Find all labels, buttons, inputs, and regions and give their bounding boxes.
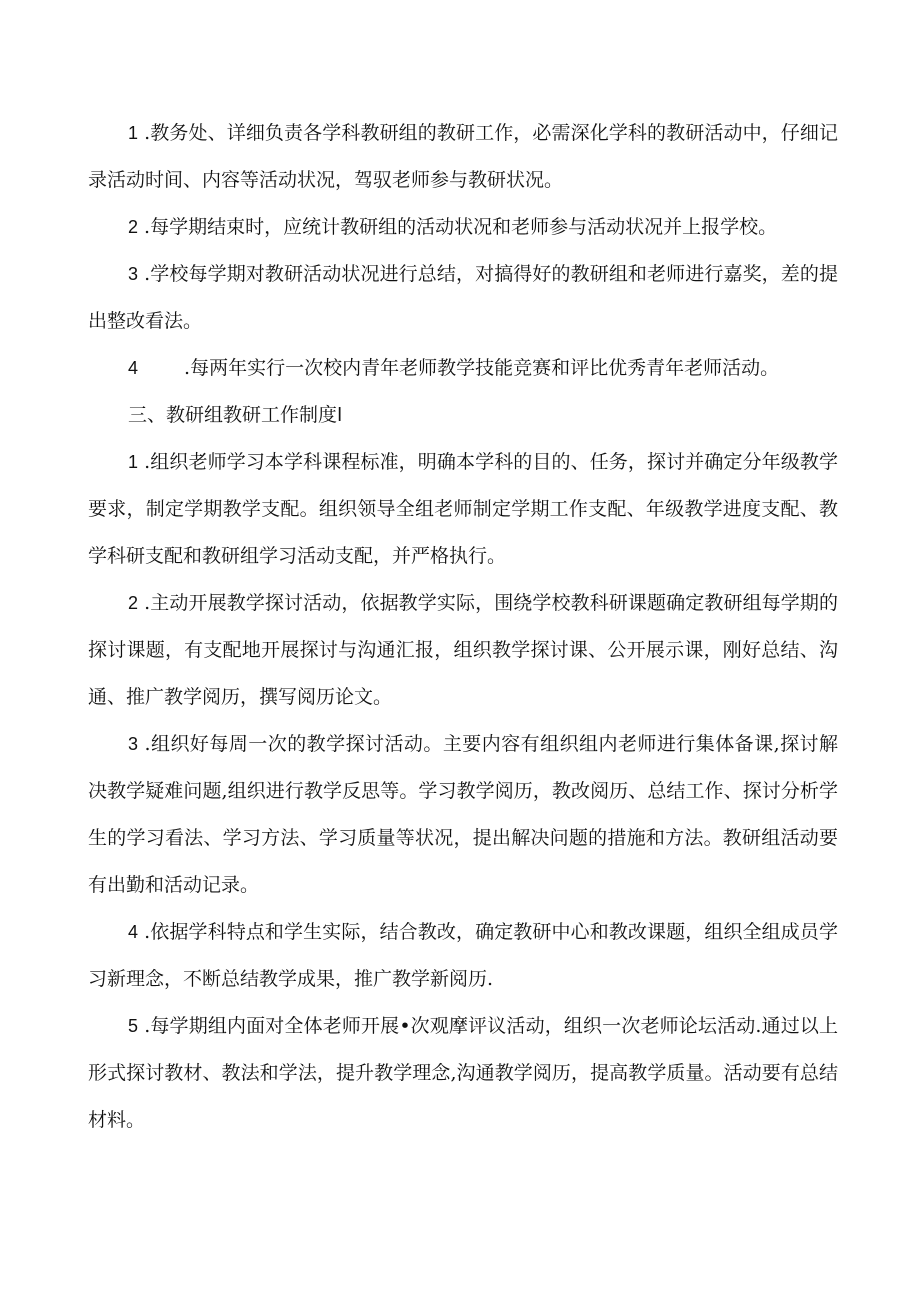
paragraph-s3-1 (88, 439, 838, 580)
item-text: .组织好每周一次的教学探讨活动。主要内容有组织组内老师进行集体备课,探讨解决教学疑难问题,组织进行教学反思等。学习教学阅历，教改阅历、总结工作、探讨分析学生的学习看法、学习方法、学习质量等状况，提出解决问题的措施和方法。教研组活动要有出勤和活动记录。 (88, 733, 838, 896)
item-number: 2 (128, 217, 139, 237)
item-text: .依据学科特点和学生实际，结合教改，确定教研中心和教改课题，组织全组成员学习新理念，不断总结教学成果，推广教学新阅历. (88, 921, 838, 990)
paragraph-s3-2 (88, 580, 838, 721)
item-number: 2 (128, 593, 139, 613)
item-text: .组织老师学习本学科课程标准，明确本学科的目的、任务，探讨并确定分年级教学要求，制定学期教学支配。组织领导全组老师制定学期工作支配、年级教学进度支配、教学科研支配和教研组学习活动支配，并严格执行。 (88, 451, 838, 567)
paragraph-s3-4 (88, 909, 838, 1003)
item-text: .教务处、详细负责各学科教研组的教研工作，必需深化学科的教研活动中，仔细记录活动时间、内容等活动状况，驾驭老师参与教研状况。 (88, 122, 838, 191)
paragraph-s3-5 (88, 1003, 838, 1144)
item-text: .每学期组内面对全体老师开展•次观摩评议活动，组织一次老师论坛活动.通过以上形式探讨教材、教法和学法，提升教学理念,沟通教学阅历，提高教学质量。活动要有总结材料。 (88, 1015, 838, 1131)
item-text: .主动开展教学探讨活动，依据教学实际，围绕学校教科研课题确定教研组每学期的探讨课题，有支配地开展探讨与沟通汇报，组织教学探讨课、公开展示课，刚好总结、沟通、推广教学阅历，撰写阅历论文。 (88, 592, 838, 708)
paragraph-s2-2 (88, 204, 838, 251)
item-number: 1 (128, 123, 139, 143)
document-body (88, 110, 838, 1144)
item-text: .每学期结束时，应统计教研组的活动状况和老师参与活动状况并上报学校。 (138, 216, 778, 238)
item-number: 3 (128, 734, 139, 754)
paragraph-s2-1 (88, 110, 838, 204)
item-number: 4 (128, 922, 139, 942)
item-number: 5 (128, 1016, 139, 1036)
item-number: 3 (128, 264, 139, 284)
item-text: .每两年实行一次校内青年老师教学技能竞赛和评比优秀青年老师活动。 (178, 357, 780, 379)
paragraph-s2-3 (88, 251, 838, 345)
paragraph-s2-4 (88, 345, 838, 392)
item-number: 4 (128, 358, 139, 378)
item-text: .学校每学期对教研活动状况进行总结，对搞得好的教研组和老师进行嘉奖，差的提出整改看法。 (88, 263, 838, 332)
paragraph-s3-3 (88, 721, 838, 909)
item-number: 1 (128, 452, 139, 472)
section-heading: 三、教研组教研工作制度l (128, 404, 343, 426)
